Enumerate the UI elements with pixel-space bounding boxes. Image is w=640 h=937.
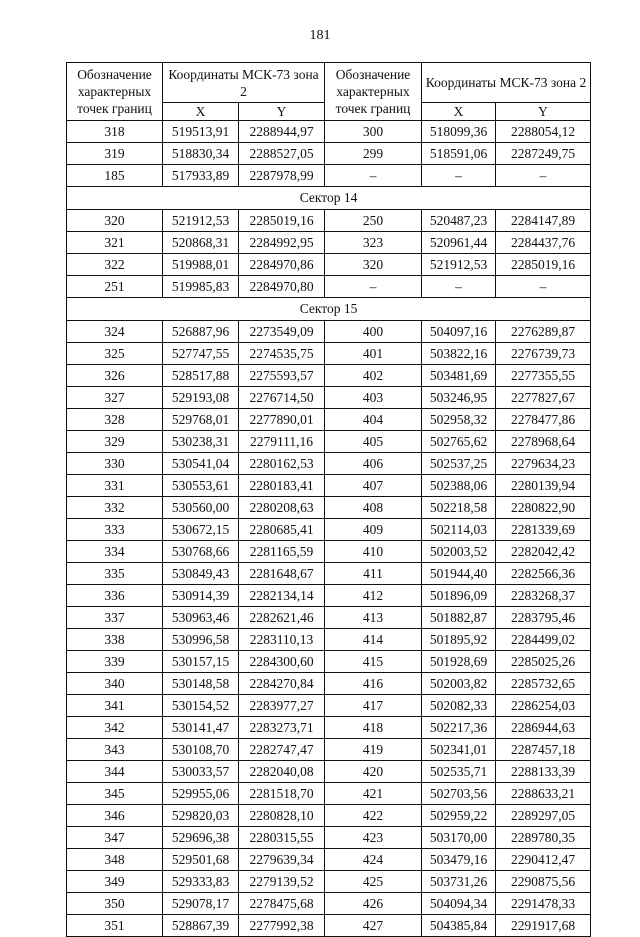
cell-point-right: – <box>325 165 422 187</box>
header-y-left: Y <box>239 103 325 121</box>
cell-x-left: 530148,58 <box>163 673 239 695</box>
header-x-left: X <box>163 103 239 121</box>
cell-point-left: 322 <box>67 254 163 276</box>
table-row <box>67 143 591 165</box>
cell-y-left: 2280183,41 <box>239 475 325 497</box>
table-row <box>67 673 591 695</box>
cell-point-left: 336 <box>67 585 163 607</box>
cell-point-left: 337 <box>67 607 163 629</box>
cell-y-left: 2274535,75 <box>239 343 325 365</box>
table-row <box>67 365 591 387</box>
cell-point-left: 326 <box>67 365 163 387</box>
cell-x-left: 529333,83 <box>163 871 239 893</box>
table-row <box>67 541 591 563</box>
table-row <box>67 232 591 254</box>
table-row <box>67 519 591 541</box>
cell-x-right: 502114,03 <box>422 519 496 541</box>
table-row <box>67 783 591 805</box>
cell-x-left: 520868,31 <box>163 232 239 254</box>
page-number: 181 <box>309 28 331 43</box>
cell-point-right: 402 <box>325 365 422 387</box>
cell-point-left: 251 <box>67 276 163 298</box>
cell-y-right: 2291478,33 <box>496 893 591 915</box>
table-row <box>67 893 591 915</box>
cell-point-right: 420 <box>325 761 422 783</box>
table-row <box>67 210 591 232</box>
cell-x-left: 530553,61 <box>163 475 239 497</box>
cell-point-left: 332 <box>67 497 163 519</box>
cell-y-right: 2284147,89 <box>496 210 591 232</box>
cell-point-left: 185 <box>67 165 163 187</box>
cell-x-left: 519988,01 <box>163 254 239 276</box>
cell-point-right: 320 <box>325 254 422 276</box>
cell-y-right: 2285732,65 <box>496 673 591 695</box>
cell-y-right: 2280822,90 <box>496 497 591 519</box>
sector-label: Сектор 15 <box>67 298 591 321</box>
cell-x-left: 530033,57 <box>163 761 239 783</box>
cell-y-right: 2282566,36 <box>496 563 591 585</box>
cell-x-right: 502003,52 <box>422 541 496 563</box>
cell-x-right: 502765,62 <box>422 431 496 453</box>
cell-x-left: 518830,34 <box>163 143 239 165</box>
table-row <box>67 387 591 409</box>
cell-x-left: 529501,68 <box>163 849 239 871</box>
cell-y-left: 2279639,34 <box>239 849 325 871</box>
cell-point-right: 412 <box>325 585 422 607</box>
cell-point-right: 413 <box>325 607 422 629</box>
cell-point-right: 250 <box>325 210 422 232</box>
cell-x-left: 529820,03 <box>163 805 239 827</box>
cell-x-right: 501928,69 <box>422 651 496 673</box>
cell-x-left: 519985,83 <box>163 276 239 298</box>
cell-x-right: 503481,69 <box>422 365 496 387</box>
cell-point-left: 342 <box>67 717 163 739</box>
cell-point-right: – <box>325 276 422 298</box>
cell-y-right: 2286944,63 <box>496 717 591 739</box>
cell-x-right: 504385,84 <box>422 915 496 937</box>
cell-x-right: 503822,16 <box>422 343 496 365</box>
cell-x-left: 530141,47 <box>163 717 239 739</box>
cell-y-right: 2278968,64 <box>496 431 591 453</box>
cell-y-left: 2280685,41 <box>239 519 325 541</box>
cell-x-right: 504097,16 <box>422 321 496 343</box>
cell-point-right: 401 <box>325 343 422 365</box>
cell-x-right: 518099,36 <box>422 121 496 143</box>
cell-x-right: 503731,26 <box>422 871 496 893</box>
table-row <box>67 409 591 431</box>
cell-y-left: 2284270,84 <box>239 673 325 695</box>
cell-point-right: 414 <box>325 629 422 651</box>
header-point-label-right: Обозначение характерных точек границ <box>325 63 422 121</box>
cell-x-left: 526887,96 <box>163 321 239 343</box>
cell-point-left: 327 <box>67 387 163 409</box>
table-row <box>67 254 591 276</box>
cell-point-left: 321 <box>67 232 163 254</box>
cell-x-left: 530963,46 <box>163 607 239 629</box>
cell-x-left: 530108,70 <box>163 739 239 761</box>
cell-point-left: 351 <box>67 915 163 937</box>
cell-y-right: 2290412,47 <box>496 849 591 871</box>
cell-y-left: 2277992,38 <box>239 915 325 937</box>
cell-y-left: 2283977,27 <box>239 695 325 717</box>
table-row <box>67 431 591 453</box>
cell-point-left: 339 <box>67 651 163 673</box>
cell-x-right: 502341,01 <box>422 739 496 761</box>
cell-point-left: 335 <box>67 563 163 585</box>
header-coords-label-right: Координаты МСК-73 зона 2 <box>422 63 591 103</box>
cell-x-right: 501944,40 <box>422 563 496 585</box>
header-coords-label-left: Координаты МСК-73 зона 2 <box>163 63 325 103</box>
cell-x-left: 530157,15 <box>163 651 239 673</box>
cell-y-right: 2283268,37 <box>496 585 591 607</box>
cell-y-left: 2282134,14 <box>239 585 325 607</box>
cell-y-left: 2273549,09 <box>239 321 325 343</box>
cell-x-left: 517933,89 <box>163 165 239 187</box>
cell-y-right: 2282042,42 <box>496 541 591 563</box>
cell-point-right: 404 <box>325 409 422 431</box>
table-row <box>67 805 591 827</box>
cell-x-right: 502082,33 <box>422 695 496 717</box>
cell-point-left: 346 <box>67 805 163 827</box>
table-row <box>67 607 591 629</box>
cell-x-right: 502959,22 <box>422 805 496 827</box>
cell-point-left: 328 <box>67 409 163 431</box>
cell-x-left: 530672,15 <box>163 519 239 541</box>
cell-point-left: 348 <box>67 849 163 871</box>
cell-x-right: 502388,06 <box>422 475 496 497</box>
cell-y-right: – <box>496 165 591 187</box>
cell-point-right: 407 <box>325 475 422 497</box>
cell-y-left: 2285019,16 <box>239 210 325 232</box>
cell-point-left: 330 <box>67 453 163 475</box>
cell-x-left: 530154,52 <box>163 695 239 717</box>
cell-y-left: 2281165,59 <box>239 541 325 563</box>
cell-y-left: 2287978,99 <box>239 165 325 187</box>
cell-x-right: 502958,32 <box>422 409 496 431</box>
cell-point-right: 418 <box>325 717 422 739</box>
cell-x-left: 530560,00 <box>163 497 239 519</box>
cell-point-right: 423 <box>325 827 422 849</box>
table-row <box>67 629 591 651</box>
cell-point-right: 422 <box>325 805 422 827</box>
cell-point-left: 324 <box>67 321 163 343</box>
cell-x-right: – <box>422 165 496 187</box>
cell-point-right: 411 <box>325 563 422 585</box>
cell-point-right: 417 <box>325 695 422 717</box>
cell-y-left: 2283273,71 <box>239 717 325 739</box>
cell-x-right: 502535,71 <box>422 761 496 783</box>
table-row <box>67 343 591 365</box>
cell-x-right: 501896,09 <box>422 585 496 607</box>
table-row <box>67 717 591 739</box>
cell-y-right: 2287457,18 <box>496 739 591 761</box>
cell-y-left: 2280162,53 <box>239 453 325 475</box>
table-row <box>67 321 591 343</box>
cell-x-right: 504094,34 <box>422 893 496 915</box>
cell-x-right: – <box>422 276 496 298</box>
cell-x-left: 530768,66 <box>163 541 239 563</box>
cell-x-left: 527747,55 <box>163 343 239 365</box>
cell-point-left: 325 <box>67 343 163 365</box>
table-row <box>67 739 591 761</box>
cell-y-left: 2288527,05 <box>239 143 325 165</box>
cell-x-right: 502537,25 <box>422 453 496 475</box>
table-row <box>67 497 591 519</box>
cell-y-left: 2281518,70 <box>239 783 325 805</box>
cell-point-right: 409 <box>325 519 422 541</box>
cell-y-left: 2281648,67 <box>239 563 325 585</box>
cell-x-left: 530914,39 <box>163 585 239 607</box>
cell-y-right: 2288054,12 <box>496 121 591 143</box>
cell-y-left: 2279111,16 <box>239 431 325 453</box>
table-row <box>67 761 591 783</box>
cell-x-right: 518591,06 <box>422 143 496 165</box>
cell-y-right: 2276739,73 <box>496 343 591 365</box>
cell-point-right: 425 <box>325 871 422 893</box>
cell-y-right: 2289297,05 <box>496 805 591 827</box>
cell-y-right: 2288133,39 <box>496 761 591 783</box>
cell-y-left: 2284300,60 <box>239 651 325 673</box>
cell-point-right: 415 <box>325 651 422 673</box>
cell-y-right: 2279634,23 <box>496 453 591 475</box>
cell-y-right: 2277355,55 <box>496 365 591 387</box>
cell-point-left: 329 <box>67 431 163 453</box>
cell-point-right: 405 <box>325 431 422 453</box>
cell-point-left: 349 <box>67 871 163 893</box>
cell-point-left: 341 <box>67 695 163 717</box>
cell-x-left: 530849,43 <box>163 563 239 585</box>
cell-point-left: 338 <box>67 629 163 651</box>
cell-y-left: 2278475,68 <box>239 893 325 915</box>
cell-y-left: 2282747,47 <box>239 739 325 761</box>
cell-x-right: 503170,00 <box>422 827 496 849</box>
cell-point-right: 299 <box>325 143 422 165</box>
table-header <box>67 63 591 121</box>
cell-x-right: 521912,53 <box>422 254 496 276</box>
cell-x-left: 529696,38 <box>163 827 239 849</box>
cell-point-left: 343 <box>67 739 163 761</box>
cell-x-right: 501882,87 <box>422 607 496 629</box>
cell-point-right: 410 <box>325 541 422 563</box>
cell-y-left: 2282621,46 <box>239 607 325 629</box>
cell-y-right: 2285019,16 <box>496 254 591 276</box>
cell-y-left: 2277890,01 <box>239 409 325 431</box>
cell-x-left: 529078,17 <box>163 893 239 915</box>
cell-x-right: 520961,44 <box>422 232 496 254</box>
cell-x-right: 502218,58 <box>422 497 496 519</box>
cell-point-left: 347 <box>67 827 163 849</box>
cell-point-right: 406 <box>325 453 422 475</box>
cell-point-left: 331 <box>67 475 163 497</box>
cell-x-left: 528517,88 <box>163 365 239 387</box>
cell-point-right: 403 <box>325 387 422 409</box>
sector-label: Сектор 14 <box>67 187 591 210</box>
sector-row <box>67 298 591 321</box>
cell-x-left: 521912,53 <box>163 210 239 232</box>
header-x-right: X <box>422 103 496 121</box>
cell-point-right: 426 <box>325 893 422 915</box>
table-row <box>67 121 591 143</box>
cell-y-right: 2288633,21 <box>496 783 591 805</box>
cell-point-left: 333 <box>67 519 163 541</box>
cell-y-right: 2287249,75 <box>496 143 591 165</box>
cell-x-left: 530996,58 <box>163 629 239 651</box>
cell-x-right: 502703,56 <box>422 783 496 805</box>
cell-y-right: 2290875,56 <box>496 871 591 893</box>
cell-point-left: 350 <box>67 893 163 915</box>
cell-y-left: 2280315,55 <box>239 827 325 849</box>
cell-x-left: 519513,91 <box>163 121 239 143</box>
cell-y-right: 2291917,68 <box>496 915 591 937</box>
cell-x-left: 529193,08 <box>163 387 239 409</box>
cell-y-left: 2284970,80 <box>239 276 325 298</box>
table-row <box>67 276 591 298</box>
cell-point-left: 320 <box>67 210 163 232</box>
table-row <box>67 871 591 893</box>
cell-y-left: 2275593,57 <box>239 365 325 387</box>
cell-point-right: 424 <box>325 849 422 871</box>
cell-point-left: 319 <box>67 143 163 165</box>
cell-x-left: 530238,31 <box>163 431 239 453</box>
cell-y-right: 2284499,02 <box>496 629 591 651</box>
cell-point-right: 427 <box>325 915 422 937</box>
cell-y-right: 2286254,03 <box>496 695 591 717</box>
header-y-right: Y <box>496 103 591 121</box>
table-row <box>67 585 591 607</box>
cell-point-left: 344 <box>67 761 163 783</box>
coordinates-table <box>66 62 591 937</box>
cell-y-left: 2276714,50 <box>239 387 325 409</box>
cell-x-left: 529768,01 <box>163 409 239 431</box>
cell-point-left: 334 <box>67 541 163 563</box>
cell-point-right: 416 <box>325 673 422 695</box>
table-row <box>67 453 591 475</box>
cell-point-left: 318 <box>67 121 163 143</box>
cell-x-right: 502217,36 <box>422 717 496 739</box>
cell-y-left: 2288944,97 <box>239 121 325 143</box>
header-point-label-left: Обозначение характерных точек границ <box>67 63 163 121</box>
table-row <box>67 563 591 585</box>
cell-x-right: 503246,95 <box>422 387 496 409</box>
cell-y-right: 2276289,87 <box>496 321 591 343</box>
cell-y-left: 2282040,08 <box>239 761 325 783</box>
cell-x-left: 529955,06 <box>163 783 239 805</box>
cell-y-left: 2284992,95 <box>239 232 325 254</box>
table-row <box>67 915 591 937</box>
cell-x-right: 503479,16 <box>422 849 496 871</box>
cell-point-right: 323 <box>325 232 422 254</box>
cell-y-left: 2283110,13 <box>239 629 325 651</box>
cell-point-right: 421 <box>325 783 422 805</box>
cell-y-right: 2278477,86 <box>496 409 591 431</box>
cell-point-right: 300 <box>325 121 422 143</box>
table-row <box>67 651 591 673</box>
cell-y-right: 2283795,46 <box>496 607 591 629</box>
cell-y-right: 2289780,35 <box>496 827 591 849</box>
cell-point-right: 400 <box>325 321 422 343</box>
cell-point-left: 345 <box>67 783 163 805</box>
cell-x-right: 502003,82 <box>422 673 496 695</box>
cell-y-right: 2285025,26 <box>496 651 591 673</box>
cell-x-left: 528867,39 <box>163 915 239 937</box>
cell-y-right: 2280139,94 <box>496 475 591 497</box>
cell-x-right: 520487,23 <box>422 210 496 232</box>
cell-point-right: 408 <box>325 497 422 519</box>
sector-row <box>67 187 591 210</box>
cell-y-right: 2284437,76 <box>496 232 591 254</box>
cell-x-right: 501895,92 <box>422 629 496 651</box>
cell-y-left: 2280208,63 <box>239 497 325 519</box>
cell-point-right: 419 <box>325 739 422 761</box>
table-row <box>67 475 591 497</box>
table-row <box>67 165 591 187</box>
table-row <box>67 695 591 717</box>
table-row <box>67 849 591 871</box>
cell-y-right: 2281339,69 <box>496 519 591 541</box>
cell-y-left: 2284970,86 <box>239 254 325 276</box>
cell-y-right: – <box>496 276 591 298</box>
table-body <box>67 121 591 937</box>
cell-x-left: 530541,04 <box>163 453 239 475</box>
cell-y-left: 2279139,52 <box>239 871 325 893</box>
cell-y-right: 2277827,67 <box>496 387 591 409</box>
table-row <box>67 827 591 849</box>
cell-y-left: 2280828,10 <box>239 805 325 827</box>
cell-point-left: 340 <box>67 673 163 695</box>
